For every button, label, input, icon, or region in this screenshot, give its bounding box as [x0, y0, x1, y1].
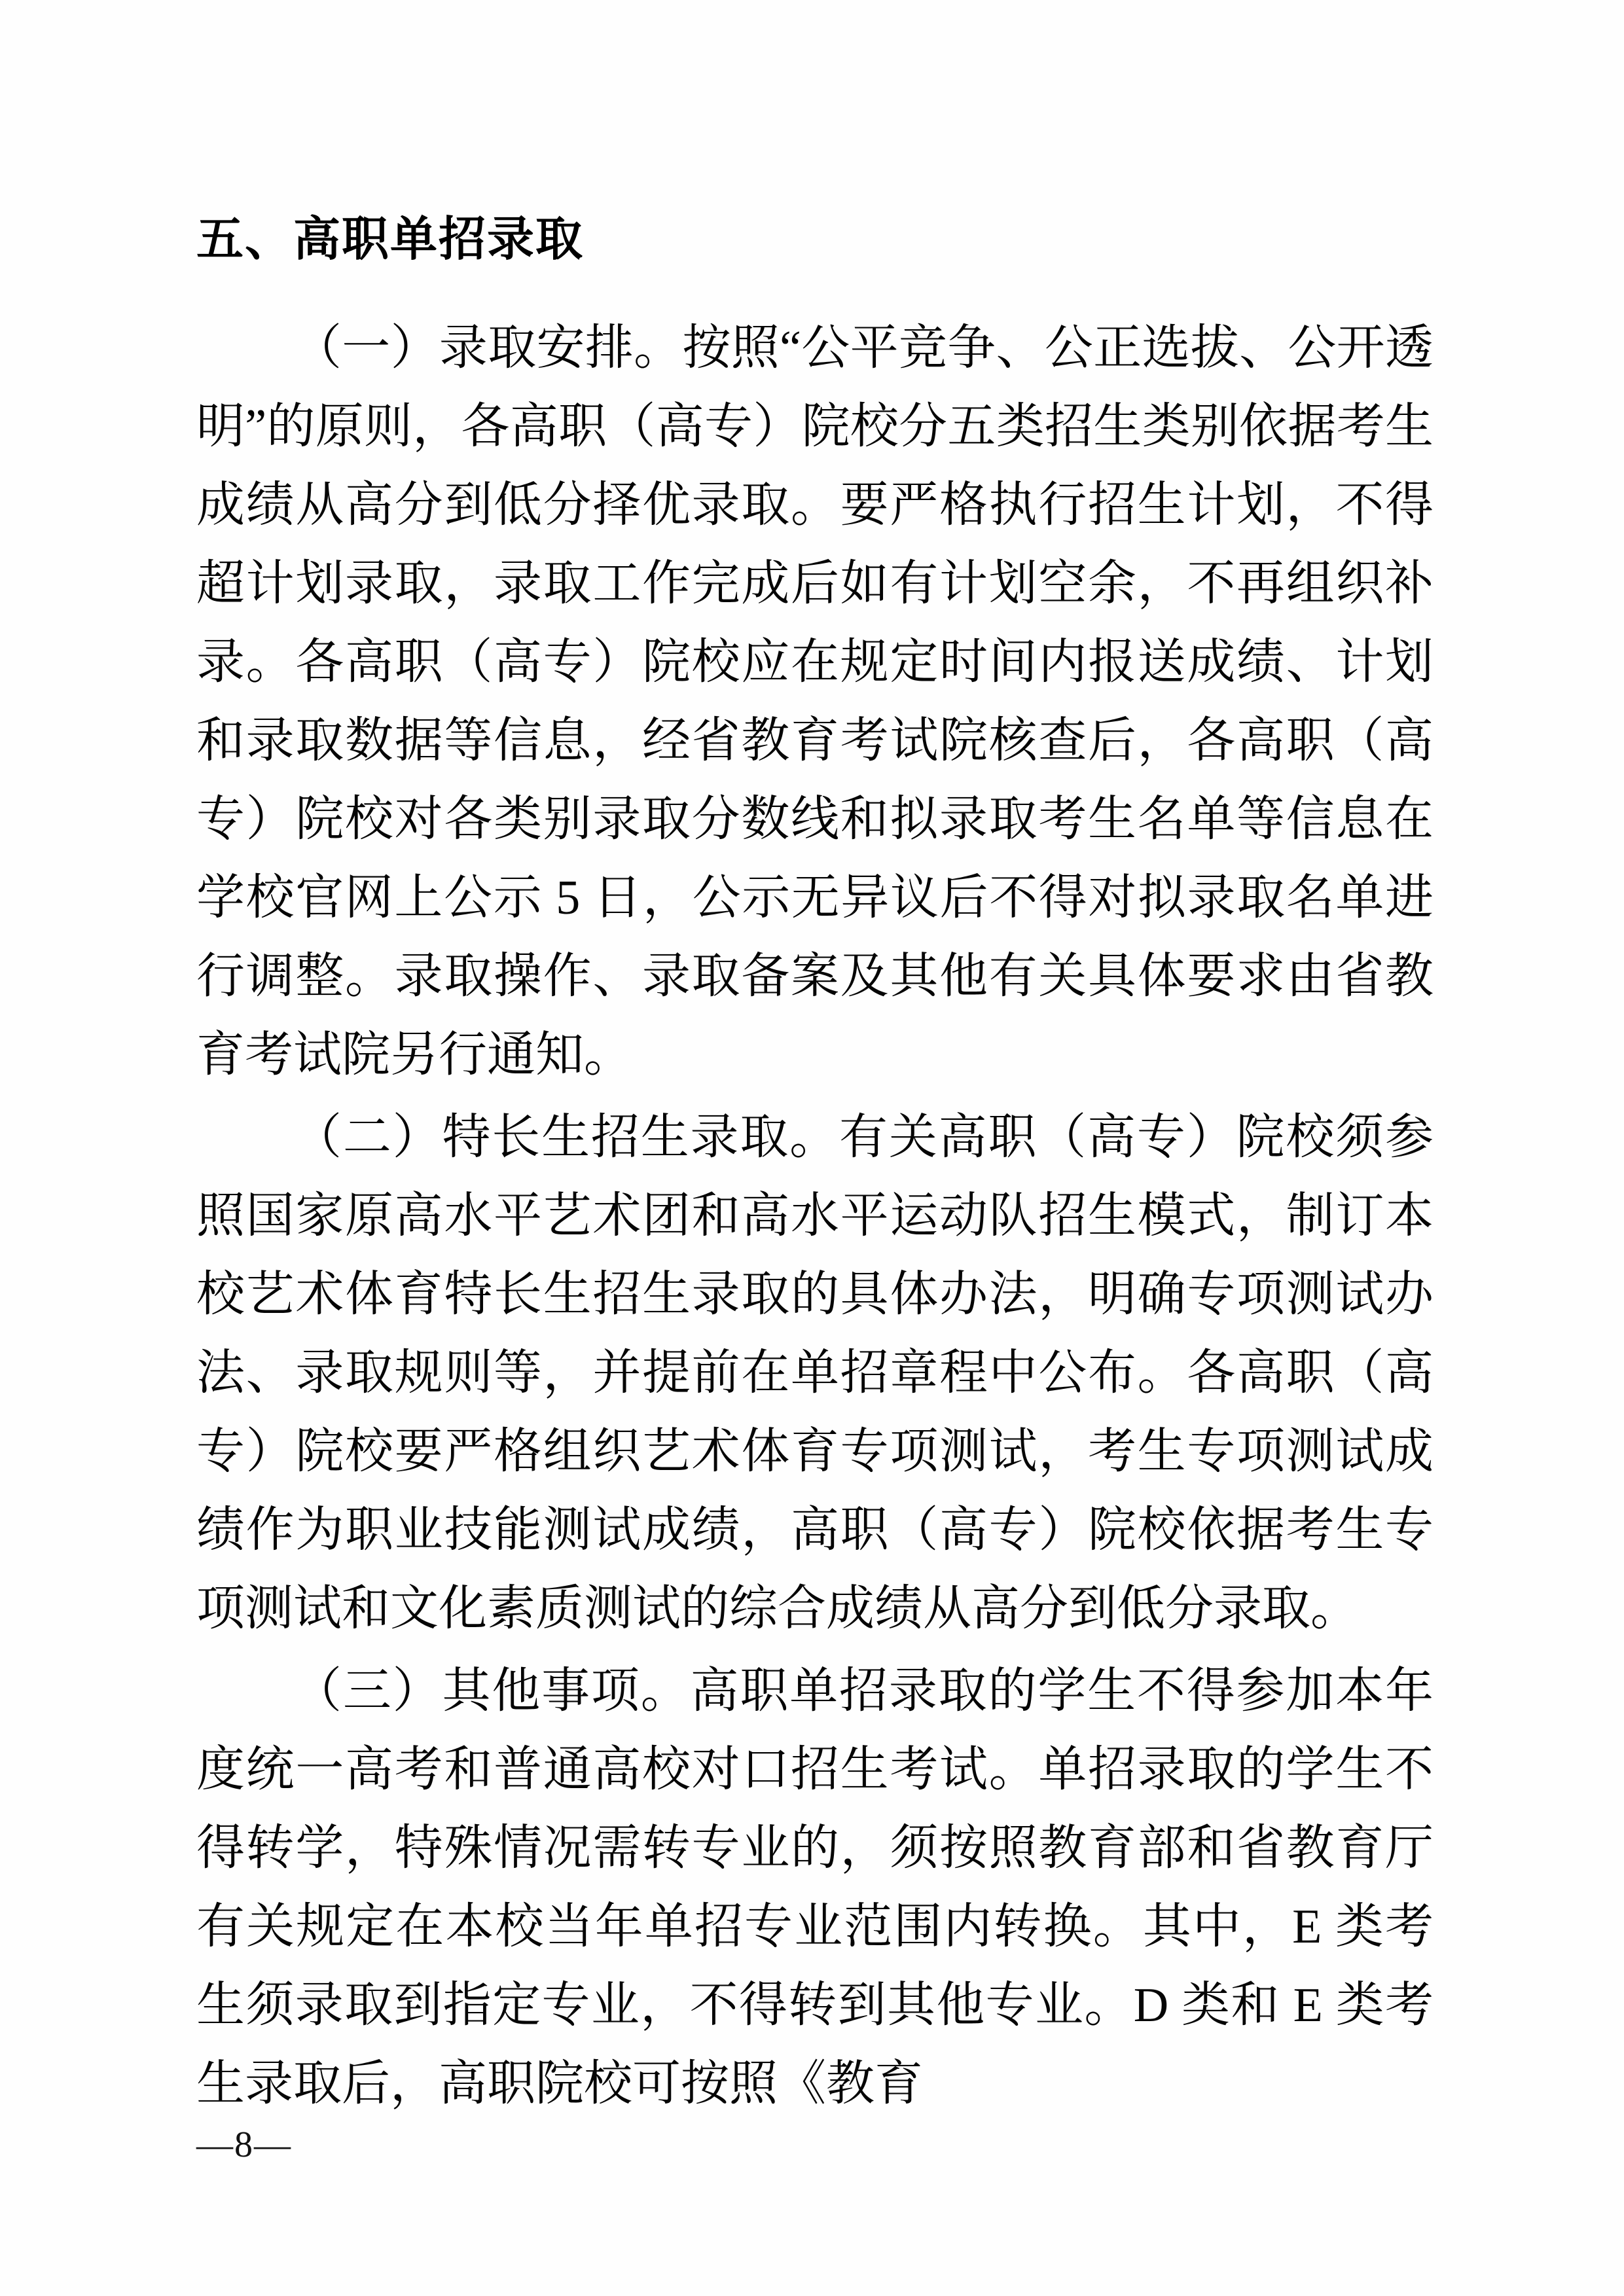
page-footer [196, 2124, 1434, 2166]
page-content [196, 213, 1434, 2123]
paragraph-qi-ta-shi-xiang: （三）其他事项。高职单招录取的学生不得参加本年度统一高考和普通高校对口招生考试。单招录取的学生不得转学，特殊情况需转专业的，须按照教育部和省教育厅有关规定在本校当年单招专业范围内转换。其中，E 类考生须录取到指定专业，不得转到其他专业。D 类和 E 类考生录取后，高职院校可按照《教育 [196, 1664, 1434, 2111]
paragraph-lu-qu-an-pai: （一）录取安排。按照“公平竞争、公正选拔、公开透明”的原则，各高职（高专）院校分五类招生类别依据考生成绩从高分到低分择优录取。要严格执行招生计划，不得超计划录取，录取工作完成后如有计划空余，不再组织补录。各高职（高专）院校应在规定时间内报送成绩、计划和录取数据等信息，经省教育考试院核查后，各高职（高专）院校对各类别录取分数线和拟录取考生名单等信息在学校官网上公示 5 日，公示无异议后不得对拟录取名单进行调整。录取操作、录取备案及其他有关具体要求由省教育考试院另行通知。 [196, 321, 1434, 1082]
page-number: —8— [196, 2125, 292, 2165]
section-heading: 五、高职单招录取 [196, 213, 585, 266]
paragraph-te-chang-sheng: （二）特长生招生录取。有关高职（高专）院校须参照国家原高水平艺术团和高水平运动队招生模式，制订本校艺术体育特长生招生录取的具体办法，明确专项测试办法、录取规则等，并提前在单招章程中公布。各高职（高专）院校要严格组织艺术体育专项测试，考生专项测试成绩作为职业技能测试成绩，高职（高专）院校依据考生专项测试和文化素质测试的综合成绩从高分到低分录取。 [196, 1111, 1434, 1636]
